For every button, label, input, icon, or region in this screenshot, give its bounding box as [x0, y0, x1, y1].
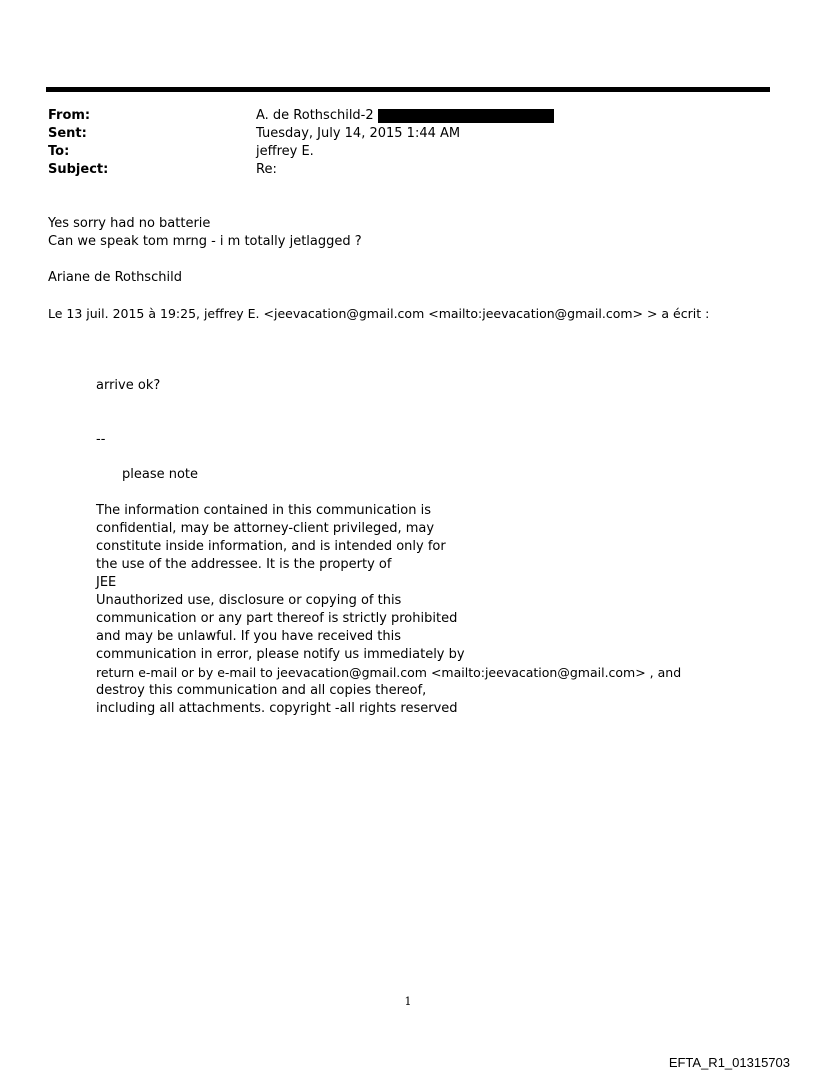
- header-from: [48, 107, 768, 125]
- quoted-message: arrive ok?: [96, 378, 161, 393]
- disclaimer-line: The information contained in this communication is: [96, 503, 431, 518]
- subject-value: Re:: [256, 162, 277, 177]
- disclaimer-line: and may be unlawful. If you have received this: [96, 629, 402, 644]
- disclaimer-line: constitute inside information, and is intended only for: [96, 539, 446, 554]
- subject-label: Subject:: [48, 162, 109, 177]
- disclaimer-line: confidential, may be attorney-client privileged, may: [96, 521, 435, 536]
- disclaimer-block: [96, 502, 681, 718]
- disclaimer-line: including all attachments. copyright -all rights reserved: [96, 701, 458, 716]
- from-name: A. de Rothschild-2: [256, 108, 374, 123]
- redaction-box: [378, 109, 554, 123]
- quote-intro: Le 13 juil. 2015 à 19:25, jeffrey E. <jeevacation@gmail.com <mailto:jeevacation@gmail.com> > a écrit :: [48, 306, 710, 321]
- header-rule: [46, 87, 770, 92]
- header-sent: [48, 125, 768, 143]
- disclaimer-line: return e-mail or by e-mail to jeevacation@gmail.com <mailto:jeevacation@gmail.com> , and: [96, 665, 682, 680]
- disclaimer-line: JEE: [96, 575, 117, 590]
- header-subject: [48, 161, 768, 179]
- body-line-1: Yes sorry had no batterie: [48, 216, 211, 231]
- to-label: To:: [48, 144, 70, 159]
- document-id: EFTA_R1_01315703: [668, 1055, 790, 1070]
- to-value: jeffrey E.: [256, 144, 314, 159]
- disclaimer-line: communication or any part thereof is strictly prohibited: [96, 611, 458, 626]
- disclaimer-line: destroy this communication and all copies thereof,: [96, 683, 427, 698]
- sent-label: Sent:: [48, 126, 87, 141]
- signature: Ariane de Rothschild: [48, 270, 182, 285]
- quoted-note: please note: [122, 467, 199, 482]
- header-to: [48, 143, 768, 161]
- body-line-2: Can we speak tom mrng - i m totally jetlagged ?: [48, 234, 362, 249]
- disclaimer-line: communication in error, please notify us immediately by: [96, 647, 465, 662]
- sent-value: Tuesday, July 14, 2015 1:44 AM: [256, 126, 461, 141]
- page-number: 1: [404, 995, 412, 1008]
- quoted-separator: --: [96, 432, 106, 447]
- disclaimer-line: Unauthorized use, disclosure or copying of this: [96, 593, 402, 608]
- disclaimer-line: the use of the addressee. It is the property of: [96, 557, 392, 572]
- from-label: From:: [48, 108, 91, 123]
- from-value: [256, 107, 554, 125]
